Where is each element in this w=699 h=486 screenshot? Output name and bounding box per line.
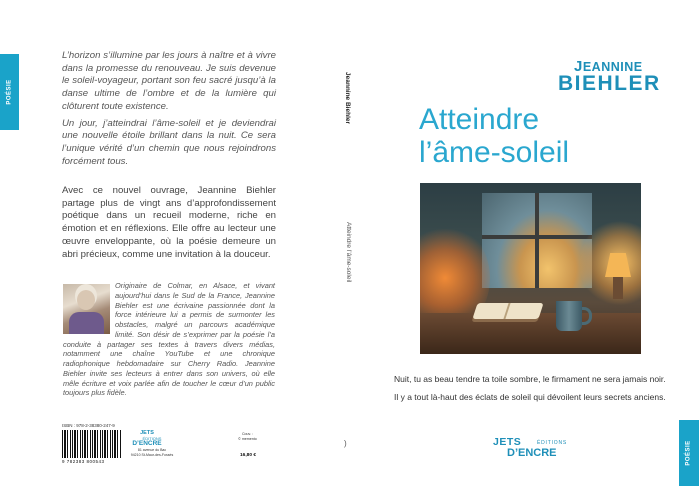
genre-tab-front: POÉSIE (679, 420, 699, 486)
back-cover (0, 0, 330, 486)
author-bio: Originaire de Colmar, en Alsace, et vivant aujourd’hui dans le Sud de la France, Jeannine Biehler est une écrivaine passionnée dont la force intérieure lui a permis de surmonter les obstacles, malgré un parcours académique limité. Son désir de s’exprimer par la poésie l’a conduite à partager ses textes à travers divers médias, notamment une chaîne YouTube et une chronique radiophonique hebdomadaire sur Cherry Radio. Jeannine Biehler invite ses lecteurs à entrer dans son univers, où elle mêle écriture et voix parlée afin de toucher le cœur d’un public toujours plus fidèle. (63, 281, 275, 398)
publisher-logo-front: JETS ÉDITIONS D’ENCRE (493, 436, 568, 459)
cover-illustration (420, 183, 641, 354)
front-blurb-line-2: Il y a tout là-haut des éclats de soleil qui dévoilent leurs secrets anciens. (394, 391, 666, 402)
book-description: Avec ce nouvel ouvrage, Jeannine Biehler partage plus de vingt ans d’approfondissement poétique dans un recueil moderne, riche en émotion et en réflexions. Elle offre au lecteur une œuvre enveloppante, où la poésie demeure un abri précieux, comme une invitation à la douceur. (62, 185, 276, 260)
barcode (62, 430, 122, 458)
book-title: Atteindre l’âme-soleil (419, 103, 570, 169)
spine-author: Jeannine Biehler (344, 72, 351, 125)
intro-quote (62, 50, 276, 172)
author-first-name: JEANNINE (574, 58, 643, 75)
cover-credit: Couv. : © memento (238, 432, 257, 441)
spine-title: Atteindre l’âme-soleil (345, 222, 352, 283)
publisher-address: 81 avenue du Bac 94210 St-Maur-des-Fossés (130, 448, 174, 457)
spine-publisher-mark: ) (344, 439, 347, 448)
intro-paragraph-1: L’horizon s’illumine par les jours à naître et à vivre dans la promesse du renouveau. Je suis devenue le soleil-voyageur, portant son feu sacré jusqu’à la danse ultime de l’ombre et de la lumière qui clôturent toute existence. (62, 50, 276, 112)
barcode-number: 9 782383 800543 (62, 459, 105, 464)
author-last-name: BIEHLER (558, 72, 661, 95)
isbn: ISBN : 978-2-38380-247-9 (62, 423, 115, 428)
publisher-logo-back: JETS ÉDITIONS D’ENCRE (132, 430, 162, 447)
genre-tab-back: POÉSIE (0, 54, 19, 130)
price: 16,80 € (239, 453, 256, 458)
front-blurb (394, 374, 674, 409)
front-blurb-line-1: Nuit, tu as beau tendre ta toile sombre, le firmament ne sera jamais noir. (394, 374, 666, 384)
intro-paragraph-2: Un jour, j’atteindrai l’âme-soleil et je deviendrai une nouvelle étoile brillant dans la nuit. Ce sera l’unique vérité d’un chemin que nous rejoindrons forcément tous. (62, 117, 276, 167)
